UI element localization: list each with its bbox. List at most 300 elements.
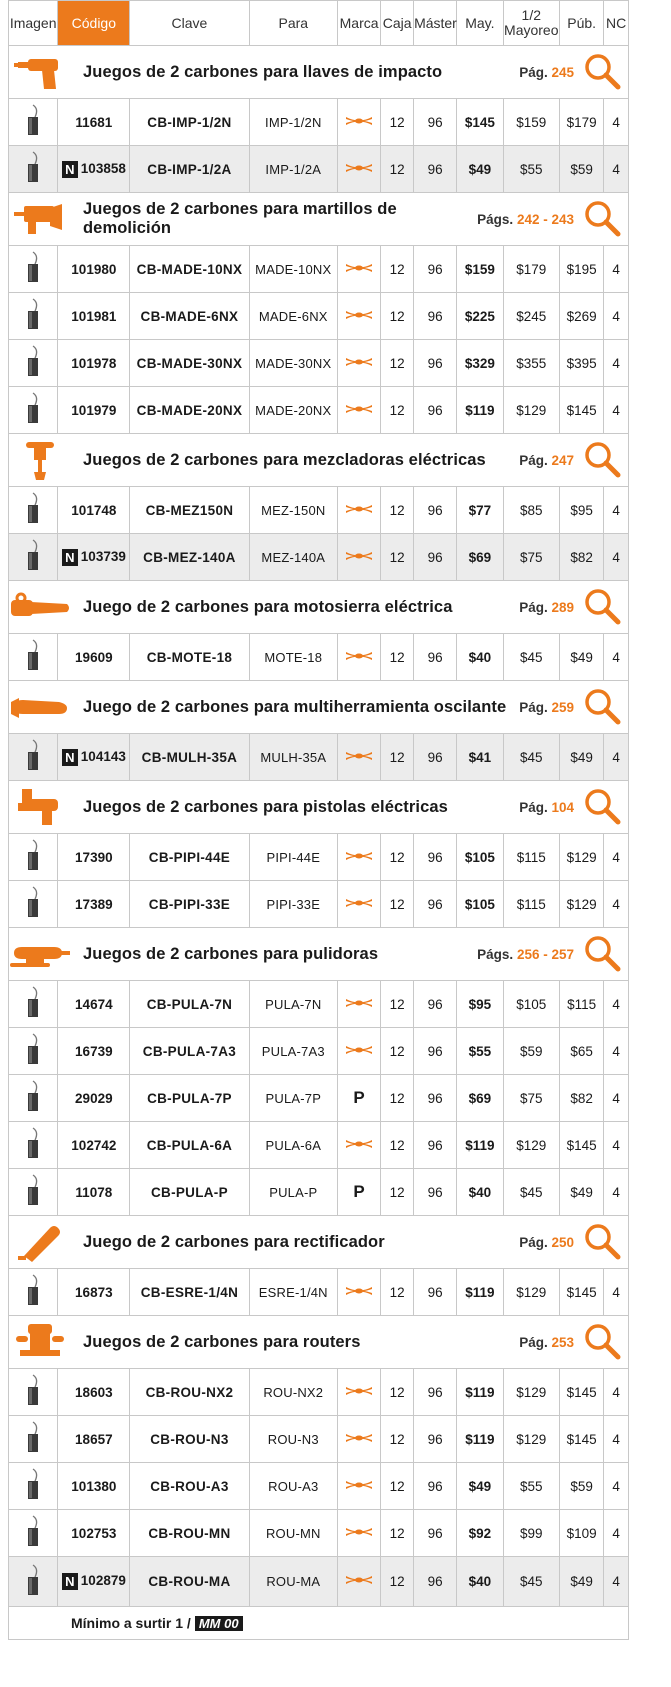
codigo-value: 102742 [71,1137,117,1153]
may-cell: $40 [457,634,503,681]
clave-cell: CB-PULA-7A3 [130,1028,249,1075]
chainsaw-icon [9,592,71,622]
caja-cell: 12 [381,1369,414,1416]
mm-badge: MM 00 [195,1616,243,1631]
new-badge: N [62,161,78,178]
master-cell: 96 [414,834,457,881]
page-label: Págs. [477,946,514,962]
may-cell: $49 [457,1463,503,1510]
para-cell: ROU-NX2 [249,1369,337,1416]
caja-cell: 12 [381,99,414,146]
pub-cell: $49 [560,1169,604,1216]
marca-cell [338,1075,381,1122]
product-image [9,981,58,1028]
para-cell: ROU-MN [249,1510,337,1557]
section-title: Juegos de 2 carbones para llaves de impacto [83,62,443,81]
table-row[interactable] [9,1075,629,1122]
section-title: Juego de 2 carbones para multiherramienta oscilante [83,697,507,716]
clave-cell: CB-MADE-30NX [130,340,249,387]
section-page-ref [477,212,574,227]
carbon-brush-icon [9,250,57,288]
product-image [9,246,58,293]
nc-cell: 4 [604,1269,629,1316]
product-image [9,1122,58,1169]
marca-cell [338,734,381,781]
clave-cell: CB-MEZ150N [130,487,249,534]
mayoreo-cell: $129 [503,1416,560,1463]
pretul-brand-mark: P [353,1088,365,1107]
para-cell: PULA-7P [249,1075,337,1122]
para-cell: IMP-1/2A [249,146,337,193]
carbon-brush-icon [9,1373,57,1411]
master-cell: 96 [414,340,457,387]
may-cell: $105 [457,834,503,881]
table-row[interactable] [9,1122,629,1169]
page-number: 104 [551,799,574,815]
clave-cell: CB-ROU-A3 [130,1463,249,1510]
codigo-cell [58,1416,130,1463]
pub-cell: $49 [560,1557,604,1607]
product-image [9,146,58,193]
may-cell: $40 [457,1169,503,1216]
carbon-brush-icon [9,1467,57,1505]
table-row[interactable] [9,1510,629,1557]
pub-cell: $269 [560,293,604,340]
nc-cell: 4 [604,293,629,340]
product-image [9,634,58,681]
truper-brand-icon [344,1480,374,1495]
carbon-brush-icon [9,1420,57,1458]
carbon-brush-icon [9,1514,57,1552]
pub-cell: $145 [560,1369,604,1416]
pub-cell: $82 [560,534,604,581]
nc-cell: 4 [604,881,629,928]
section-cell [9,46,629,99]
caja-cell: 12 [381,293,414,340]
caja-cell: 12 [381,734,414,781]
product-image [9,1269,58,1316]
table-row[interactable] [9,1028,629,1075]
master-cell: 96 [414,246,457,293]
carbon-brush-icon [9,638,57,676]
may-cell: $119 [457,1369,503,1416]
para-cell: ROU-N3 [249,1416,337,1463]
pub-cell: $82 [560,1075,604,1122]
para-cell: MEZ-140A [249,534,337,581]
clave-cell: CB-MADE-10NX [130,246,249,293]
codigo-cell [58,1122,130,1169]
carbon-brush-icon [9,1079,57,1117]
codigo-cell [58,1369,130,1416]
carbon-brush-icon [9,150,57,188]
codigo-value: 103858 [80,160,126,176]
codigo-cell [58,293,130,340]
page-label: Pág. [519,1334,548,1350]
may-cell: $92 [457,1510,503,1557]
table-row[interactable] [9,340,629,387]
clave-cell: CB-MULH-35A [130,734,249,781]
pub-cell: $395 [560,340,604,387]
pub-cell: $145 [560,387,604,434]
nc-cell: 4 [604,340,629,387]
multitool-icon [9,692,71,722]
codigo-cell [58,881,130,928]
pub-cell: $59 [560,146,604,193]
para-cell: PIPI-44E [249,834,337,881]
master-cell: 96 [414,1510,457,1557]
marca-cell [338,1369,381,1416]
col-caja: Caja [381,1,414,46]
footer [8,1607,629,1640]
search-icon[interactable] [582,586,628,629]
para-cell: IMP-1/2N [249,99,337,146]
mayoreo-cell: $45 [503,634,560,681]
section-header [9,1316,629,1369]
pub-cell: $59 [560,1463,604,1510]
master-cell: 96 [414,99,457,146]
table-row[interactable] [9,293,629,340]
codigo-cell [58,734,130,781]
product-image [9,1075,58,1122]
clave-cell: CB-PULA-7N [130,981,249,1028]
clave-cell: CB-PULA-P [130,1169,249,1216]
carbon-brush-icon [9,738,57,776]
col-mayoreo-bottom: Mayoreo [504,22,559,38]
mayoreo-cell: $45 [503,1557,560,1607]
search-icon[interactable] [582,1321,628,1364]
codigo-value: 17390 [75,849,113,865]
section-page-ref [519,1335,574,1350]
table-row[interactable] [9,1369,629,1416]
nc-cell: 4 [604,1075,629,1122]
truper-brand-icon [344,651,374,666]
section-cell [9,581,629,634]
codigo-cell [58,1269,130,1316]
col-pub: Púb. [560,1,604,46]
master-cell: 96 [414,881,457,928]
table-row[interactable] [9,881,629,928]
codigo-cell [58,534,130,581]
master-cell: 96 [414,1463,457,1510]
carbon-brush-icon [9,103,57,141]
master-cell: 96 [414,1169,457,1216]
impact-wrench-icon [9,53,71,91]
section-title: Juegos de 2 carbones para pulidoras [83,944,379,963]
codigo-cell [58,1557,130,1607]
page-number: 250 [551,1234,574,1250]
marca-cell [338,1416,381,1463]
product-image [9,340,58,387]
codigo-cell [58,1028,130,1075]
pub-cell: $65 [560,1028,604,1075]
nc-cell: 4 [604,634,629,681]
mayoreo-cell: $75 [503,534,560,581]
carbon-brush-icon [9,838,57,876]
page-number: 289 [551,599,574,615]
codigo-value: 11681 [75,114,113,130]
may-cell: $119 [457,1122,503,1169]
table-row[interactable] [9,734,629,781]
marca-cell [338,246,381,293]
caja-cell: 12 [381,1416,414,1463]
section-cell [9,781,629,834]
demolition-hammer-icon [9,200,71,238]
carbon-brush-icon [9,985,57,1023]
master-cell: 96 [414,1028,457,1075]
section-title: Juegos de 2 carbones para pistolas eléctricas [83,797,448,816]
marca-cell [338,1510,381,1557]
nc-cell: 4 [604,981,629,1028]
may-cell: $329 [457,340,503,387]
table-row[interactable] [9,1169,629,1216]
table-row[interactable] [9,834,629,881]
table-row[interactable] [9,1416,629,1463]
may-cell: $55 [457,1028,503,1075]
clave-cell: CB-ROU-MN [130,1510,249,1557]
truper-brand-icon [344,1286,374,1301]
master-cell: 96 [414,1369,457,1416]
caja-cell: 12 [381,1028,414,1075]
carbon-brush-icon [9,1563,57,1601]
nc-cell: 4 [604,1122,629,1169]
para-cell: MEZ-150N [249,487,337,534]
nc-cell: 4 [604,1169,629,1216]
carbon-brush-icon [9,391,57,429]
search-icon[interactable] [582,439,628,482]
table-row[interactable] [9,387,629,434]
codigo-cell [58,634,130,681]
codigo-value: 103739 [80,548,126,564]
may-cell: $41 [457,734,503,781]
section-header [9,1216,629,1269]
search-icon[interactable] [582,933,628,976]
mayoreo-cell: $59 [503,1028,560,1075]
pub-cell: $49 [560,634,604,681]
caja-cell: 12 [381,1510,414,1557]
table-row[interactable] [9,146,629,193]
search-icon[interactable] [582,51,628,94]
product-image [9,99,58,146]
master-cell: 96 [414,981,457,1028]
page-number: 247 [551,452,574,468]
product-image [9,1463,58,1510]
product-image [9,834,58,881]
table-row[interactable] [9,1269,629,1316]
pub-cell: $129 [560,834,604,881]
page-label: Pág. [519,1234,548,1250]
para-cell: ROU-MA [249,1557,337,1607]
section-title: Juego de 2 carbones para rectificador [83,1232,385,1251]
table-row[interactable] [9,1557,629,1607]
section-cell [9,193,629,246]
marca-cell [338,293,381,340]
product-image [9,293,58,340]
caja-cell: 12 [381,146,414,193]
mayoreo-cell: $159 [503,99,560,146]
may-cell: $77 [457,487,503,534]
codigo-value: 102879 [80,1573,126,1589]
product-image [9,881,58,928]
clave-cell: CB-PIPI-33E [130,881,249,928]
marca-cell [338,387,381,434]
mayoreo-cell: $129 [503,1122,560,1169]
truper-brand-icon [344,263,374,278]
nc-cell: 4 [604,1510,629,1557]
search-icon[interactable] [582,686,628,729]
table-row[interactable] [9,534,629,581]
grinder-icon [9,1222,71,1262]
mayoreo-cell: $55 [503,146,560,193]
caja-cell: 12 [381,834,414,881]
master-cell: 96 [414,387,457,434]
truper-brand-icon [344,1575,374,1590]
section-header [9,193,629,246]
truper-brand-icon [344,551,374,566]
marca-cell [338,881,381,928]
search-icon[interactable] [582,198,628,241]
truper-brand-icon [344,310,374,325]
caja-cell: 12 [381,534,414,581]
master-cell: 96 [414,487,457,534]
truper-brand-icon [344,1433,374,1448]
marca-cell [338,1028,381,1075]
may-cell: $159 [457,246,503,293]
nc-cell: 4 [604,1028,629,1075]
marca-cell [338,340,381,387]
page-label: Pág. [519,64,548,80]
pub-cell: $49 [560,734,604,781]
table-row[interactable] [9,981,629,1028]
mixer-icon [9,440,71,480]
truper-brand-icon [344,898,374,913]
marca-cell [338,534,381,581]
codigo-value: 102753 [71,1525,117,1541]
marca-cell [338,1169,381,1216]
codigo-cell [58,246,130,293]
nc-cell: 4 [604,834,629,881]
search-icon[interactable] [582,786,628,829]
product-image [9,487,58,534]
mayoreo-cell: $129 [503,1269,560,1316]
search-icon[interactable] [582,1221,628,1264]
table-row[interactable] [9,99,629,146]
carbon-brush-icon [9,491,57,529]
caja-cell: 12 [381,487,414,534]
clave-cell: CB-MOTE-18 [130,634,249,681]
truper-brand-icon [344,1386,374,1401]
marca-cell [338,1269,381,1316]
para-cell: MADE-30NX [249,340,337,387]
caja-cell: 12 [381,387,414,434]
col-codigo: Código [58,1,130,46]
table-row[interactable] [9,1463,629,1510]
product-image [9,734,58,781]
section-cell [9,928,629,981]
mayoreo-cell: $45 [503,734,560,781]
col-marca: Marca [338,1,381,46]
truper-brand-icon [344,751,374,766]
section-header [9,781,629,834]
mayoreo-cell: $105 [503,981,560,1028]
caja-cell: 12 [381,340,414,387]
clave-cell: CB-IMP-1/2A [130,146,249,193]
col-master: Máster [414,1,457,46]
marca-cell [338,1557,381,1607]
marca-cell [338,99,381,146]
section-header [9,681,629,734]
polisher-icon [9,939,71,969]
codigo-value: 11078 [75,1184,113,1200]
codigo-value: 104143 [80,748,126,764]
codigo-value: 16739 [75,1043,113,1059]
para-cell: PULA-7N [249,981,337,1028]
mayoreo-cell: $129 [503,1369,560,1416]
page-label: Pág. [519,799,548,815]
pub-cell: $195 [560,246,604,293]
mayoreo-cell: $55 [503,1463,560,1510]
clave-cell: CB-MADE-20NX [130,387,249,434]
codigo-value: 101979 [71,402,117,418]
pub-cell: $179 [560,99,604,146]
mayoreo-cell: $129 [503,387,560,434]
col-mayoreo [503,1,560,46]
marca-cell [338,981,381,1028]
col-para: Para [249,1,337,46]
router-icon [9,1322,71,1362]
clave-cell: CB-PULA-7P [130,1075,249,1122]
clave-cell: CB-ROU-MA [130,1557,249,1607]
new-badge: N [62,749,78,766]
product-image [9,534,58,581]
may-cell: $119 [457,1416,503,1463]
page-number: 242 - 243 [516,211,574,227]
pub-cell: $95 [560,487,604,534]
truper-brand-icon [344,1139,374,1154]
table-row[interactable] [9,634,629,681]
table-row[interactable] [9,246,629,293]
section-page-ref [519,65,574,80]
mayoreo-cell: $115 [503,881,560,928]
codigo-value: 29029 [75,1090,113,1106]
marca-cell [338,146,381,193]
truper-brand-icon [344,851,374,866]
nc-cell: 4 [604,487,629,534]
clave-cell: CB-MEZ-140A [130,534,249,581]
mayoreo-cell: $115 [503,834,560,881]
table-row[interactable] [9,487,629,534]
para-cell: ESRE-1/4N [249,1269,337,1316]
section-page-ref [477,947,574,962]
section-page-ref [519,700,574,715]
marca-cell [338,1463,381,1510]
col-mayoreo-top: 1/2 [521,7,541,23]
may-cell: $95 [457,981,503,1028]
pub-cell: $115 [560,981,604,1028]
caja-cell: 12 [381,1557,414,1607]
master-cell: 96 [414,534,457,581]
may-cell: $69 [457,534,503,581]
clave-cell: CB-PIPI-44E [130,834,249,881]
clave-cell: CB-ESRE-1/4N [130,1269,249,1316]
codigo-value: 101980 [71,261,117,277]
caja-cell: 12 [381,1269,414,1316]
truper-brand-icon [344,504,374,519]
section-title: Juegos de 2 carbones para routers [83,1332,361,1351]
carbon-brush-icon [9,1173,57,1211]
section-page-ref [519,800,574,815]
codigo-value: 101748 [71,502,117,518]
codigo-cell [58,1463,130,1510]
